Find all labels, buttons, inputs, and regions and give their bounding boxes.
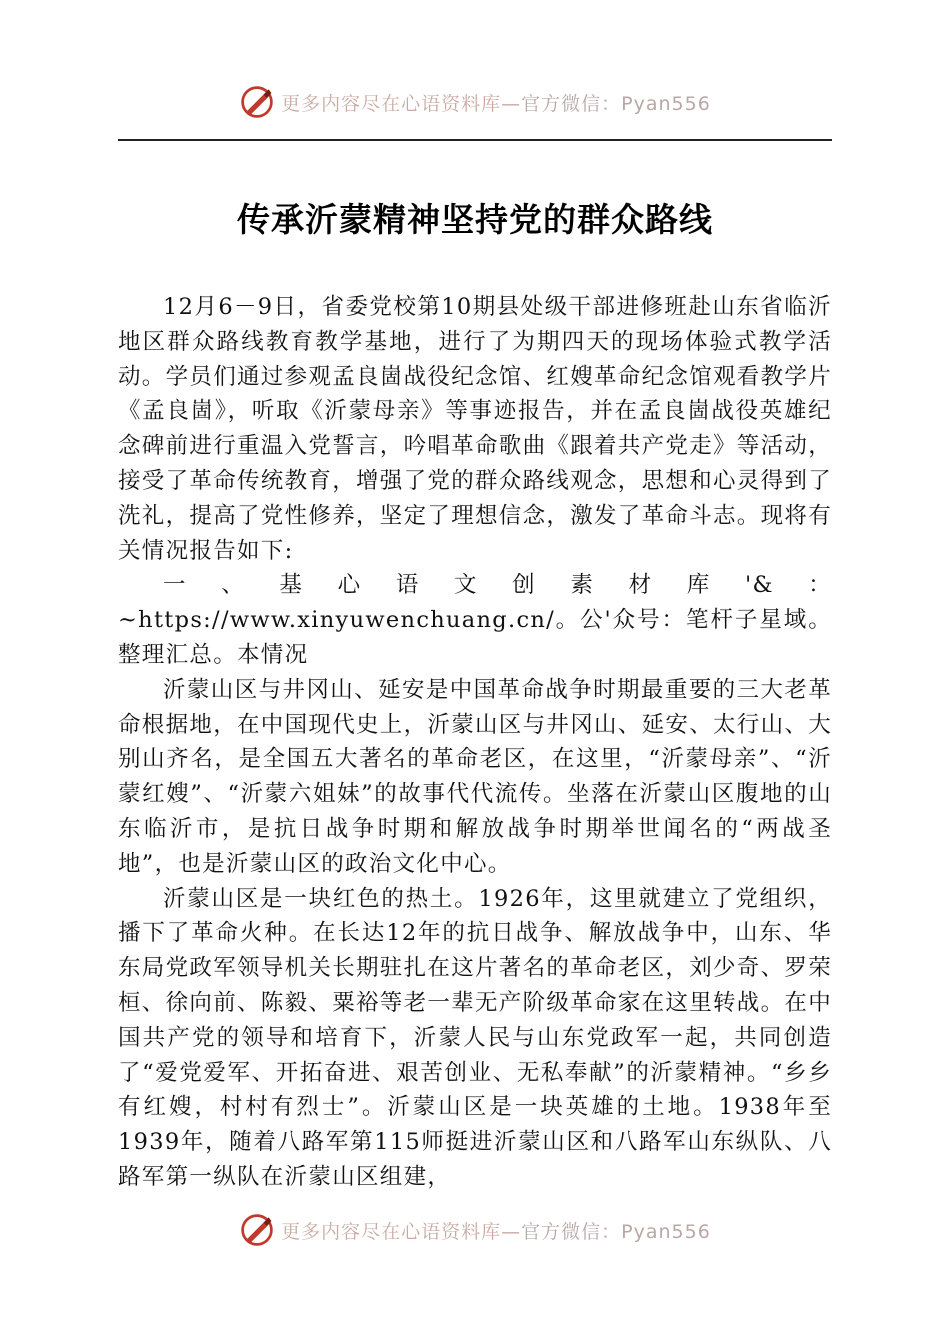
paragraph-intro: 12月6－9日，省委党校第10期县处级干部进修班赴山东省临沂地区群众路线教育教学基地，进行了为期四天的现场体验式教学活动。学员们通过参观孟良崮战役纪念馆、红嫂革命纪念馆观看教学片《孟良崮》，听取《沂蒙母亲》等事迹报告，并在孟良崮战役英雄纪念碑前进行重温入党誓言，吟唱革命歌曲《跟着共产党走》等活动，接受了革命传统教育，增强了党的群众路线观念，思想和心灵得到了洗礼，提高了党性修养，坚定了理想信念，激发了革命斗志。现将有关情况报告如下: [118, 294, 833, 564]
pen-nib-logo-icon [239, 84, 275, 120]
paragraph-yimeng-overview: 沂蒙山区与井冈山、延安是中国革命战争时期最重要的三大老革命根据地，在中国现代史上，沂蒙山区与井冈山、延安、太行山、大别山齐名，是全国五大著名的革命老区，在这里，“沂蒙母亲”、“沂蒙红嫂”、“沂蒙六姐妹”的故事代代流传。坐落在沂蒙山区腹地的山东临沂市，是抗日战争时期和解放战争时期举世闻名的“两战圣地”，也是沂蒙山区的政治文化中心。 [118, 676, 833, 877]
footer-watermark-banner [0, 1210, 950, 1250]
header-divider [118, 139, 832, 141]
section-heading-basic-info: 一、基心语文创素材库'&：~https://www.xinyuwenchuang.cn/。公'众号：笔杆子星域。整理汇总。本情况 [118, 572, 832, 668]
footer-banner-text: 更多内容尽在心语资料库—官方微信：Pyan556 [281, 1220, 711, 1243]
header-banner-text: 更多内容尽在心语资料库—官方微信：Pyan556 [281, 92, 711, 115]
document-title: 传承沂蒙精神坚持党的群众路线 [237, 200, 713, 239]
pen-nib-logo-icon [239, 1212, 275, 1248]
paragraph-red-land: 沂蒙山区是一块红色的热土。1926年，这里就建立了党组织，播下了革命火种。在长达12年的抗日战争、解放战争中，山东、华东局党政军领导机关长期驻扎在这片著名的革命老区，刘少奇、罗荣桓、徐向前、陈毅、粟裕等老一辈无产阶级革命家在这里转战。在中国共产党的领导和培育下，沂蒙人民与山东党政军一起，共同创造了“爱党爱军、开拓奋进、艰苦创业、无私奉献”的沂蒙精神。“乡乡有红嫂，村村有烈士”。沂蒙山区是一块英雄的土地。1938年至1939年，随着八路军第115师挺进沂蒙山区和八路军山东纵队、八路军第一纵队在沂蒙山区组建， [118, 885, 833, 1190]
header-watermark-banner [0, 82, 950, 122]
document-body [118, 290, 832, 1195]
